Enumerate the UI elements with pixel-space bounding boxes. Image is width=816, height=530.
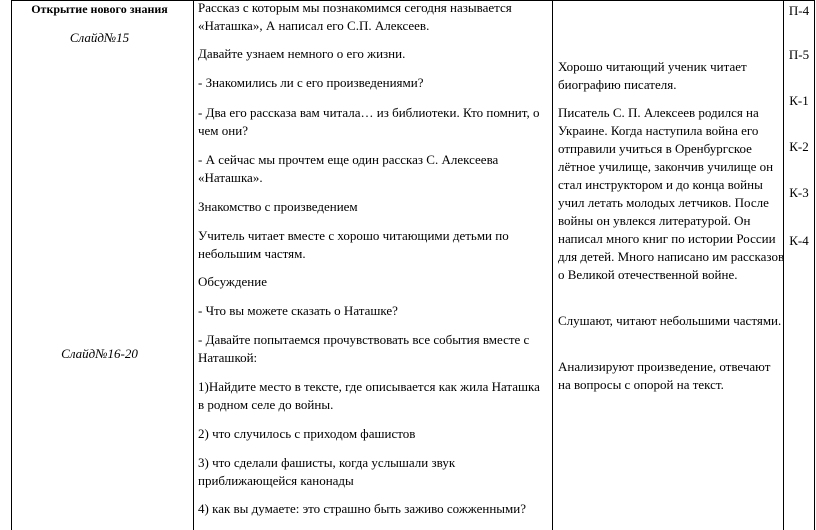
skill-code: К-3 xyxy=(789,185,809,200)
column-divider-2 xyxy=(193,0,194,530)
teacher-paragraph: Обсуждение xyxy=(198,274,267,289)
teacher-paragraph: Учитель читает вместе с хорошо читающими детьми по небольшим частям. xyxy=(198,228,509,261)
teacher-paragraph: Давайте узнаем немного о его жизни. xyxy=(198,46,406,61)
teacher-paragraph: - Два его рассказа вам читала… из библиотеки. Кто помнит, о чем они? xyxy=(198,105,540,138)
slide-label-16-20: Слайд№16-20 xyxy=(61,346,138,361)
teacher-paragraph: - Знакомились ли с его произведениями? xyxy=(198,75,424,90)
teacher-paragraph: 2) что случилось с приходом фашистов xyxy=(198,426,416,441)
student-paragraph: Слушают, читают небольшими частями. xyxy=(558,313,782,328)
teacher-paragraph: Рассказ с которым мы познакомимся сегодня называется «Наташка», А написал его С.П. Алексеев. xyxy=(198,0,512,33)
teacher-paragraph: - А сейчас мы прочтем еще один рассказ С. Алексеева «Наташка». xyxy=(198,152,499,185)
teacher-paragraph: 3) что сделали фашисты, когда услышали звук приближающейся канонады xyxy=(198,455,456,488)
student-paragraph: Писатель С. П. Алексеев родился на Украине. Когда наступила война его отправили учиться в Оренбургское лётное училище, закончив училище он стал инструктором и до конца войны учил летать молодых летчиков. После войны он увлекся литературой. Он написал много книг по истории России для детей. Много написано им рассказов о Великой отечественной войне. xyxy=(558,105,785,282)
skill-code: П-4 xyxy=(788,3,810,18)
column-divider-3 xyxy=(552,0,553,530)
teacher-paragraph: - Давайте попытаемся прочувствовать все события вместе с Наташкой: xyxy=(198,332,530,365)
stage-cell xyxy=(12,0,187,361)
student-paragraph: Хорошо читающий ученик читает биографию писателя. xyxy=(558,59,747,92)
teacher-paragraph: 1)Найдите место в тексте, где описывается как жила Наташка в родном селе до войны. xyxy=(198,379,540,412)
skill-code: П-5 xyxy=(788,47,810,62)
slide-label-15: Слайд№15 xyxy=(69,30,130,45)
column-divider-1 xyxy=(11,0,12,530)
teacher-paragraph: - Что вы можете сказать о Наташке? xyxy=(198,303,398,318)
skill-code: К-4 xyxy=(789,233,809,248)
stage-title: Открытие нового знания xyxy=(31,2,168,16)
teacher-paragraph: Знакомство с произведением xyxy=(198,199,358,214)
column-divider-5 xyxy=(814,0,815,530)
skill-code: К-1 xyxy=(789,93,809,108)
student-paragraph: Анализируют произведение, отвечают на вопросы с опорой на текст. xyxy=(558,359,771,392)
skill-code: К-2 xyxy=(789,139,809,154)
teacher-paragraph: 4) как вы думаете: это страшно быть заживо сожженными? xyxy=(198,501,526,516)
